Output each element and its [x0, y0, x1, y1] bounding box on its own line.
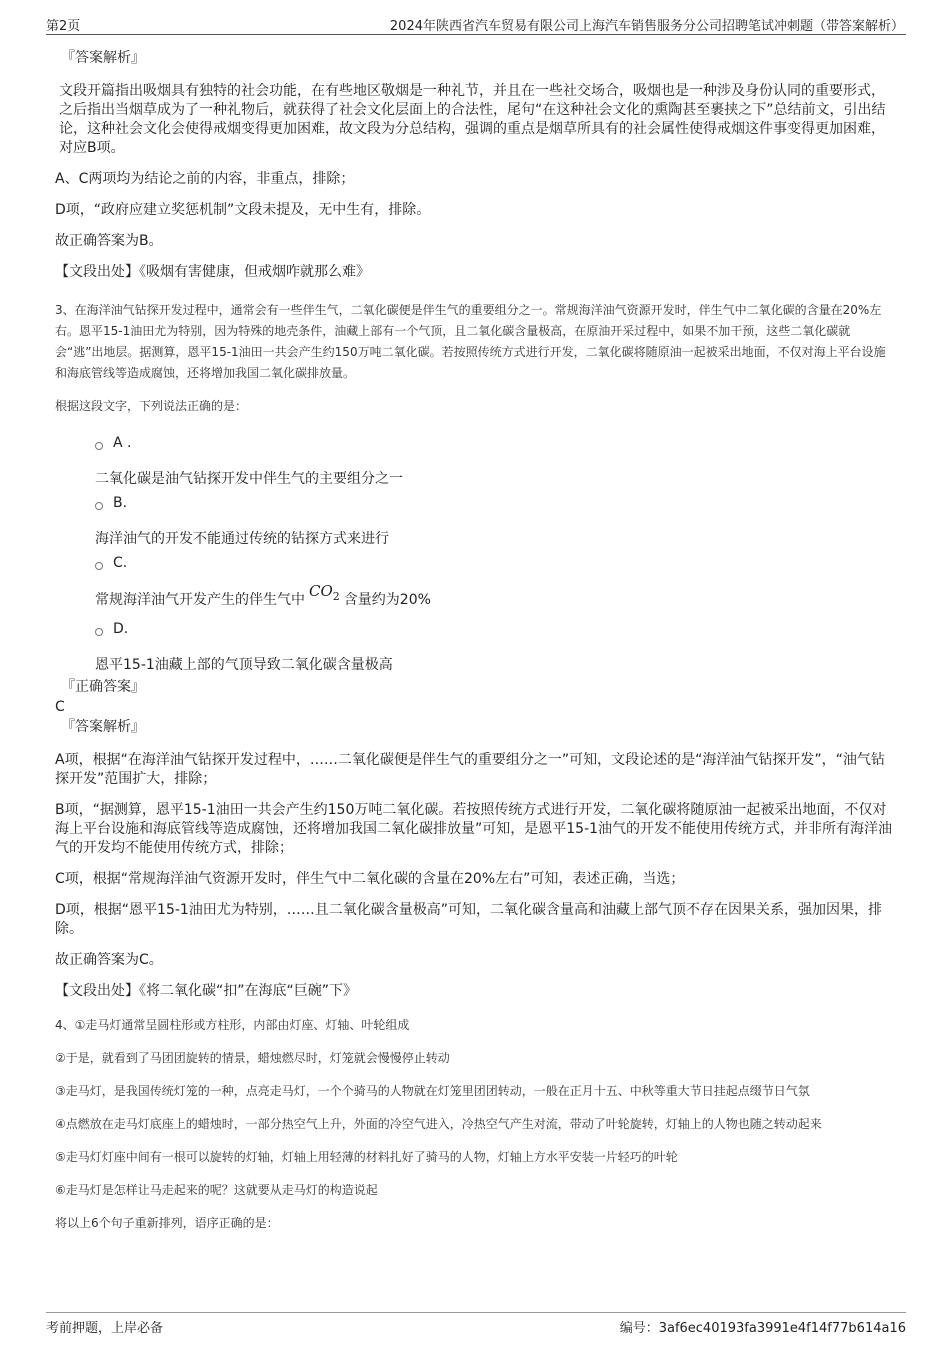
- q2-analysis-d: D项，“政府应建立奖惩机制”文段未提及，无中生有，排除。: [55, 202, 431, 218]
- co2-formula: $CO_2$: [309, 582, 340, 603]
- main-content: [55, 40, 895, 1234]
- page-number: 第2页: [46, 19, 81, 34]
- q4-sentence-6: ⑥走马灯是怎样让马走起来的呢？这就要从走马灯的构造说起: [55, 1183, 378, 1197]
- q4-prompt: 将以上6个句子重新排列，语序正确的是：: [55, 1216, 279, 1230]
- q3-option-b-text: 海洋油气的开发不能通过传统的钻探方式来进行: [95, 531, 389, 547]
- q4-sentence-2: ②于是，就看到了马团团旋转的情景，蜡烛燃尽时，灯笼就会慢慢停止转动: [55, 1051, 450, 1065]
- radio-icon[interactable]: [95, 628, 103, 636]
- q2-analysis-label: 『答案解析』: [61, 50, 145, 66]
- option-label: C.: [113, 555, 128, 571]
- q3-source: 【文段出处】《将二氧化碳“扣”在海底“巨碗”下》: [55, 983, 358, 999]
- q3-analysis-label: 『答案解析』: [61, 719, 145, 735]
- q4-sentence-3: ③走马灯，是我国传统灯笼的一种，点亮走马灯，一个个骑马的人物就在灯笼里团团转动，一般在正月十五、中秋等重大节日挂起点缀节日气氛: [55, 1084, 810, 1098]
- q3-analysis-b: B项，“据测算，恩平15-1油田一共会产生约150万吨二氧化碳。若按照传统方式进行开发，二氧化碳将随原油一起被采出地面，不仅对海上平台设施和海底管线等造成腐蚀，还将增加我国二氧化碳排放量”可知，是恩平15-1油气的开发不能使用传统方式，并非所有海洋油气的开发均不能使用传统方式，排除；: [55, 802, 893, 856]
- q2-analysis-paragraph: 文段开篇指出吸烟具有独特的社会功能，在有些地区敬烟是一种礼节，并且在一些社交场合，吸烟也是一种涉及身份认同的重要形式，之后指出当烟草成为了一种礼物后，就获得了社会文化层面上的合法性，尾句“在这种社会文化的熏陶甚至裹挟之下”总结前文，引出结论，这种社会文化会使得戒烟变得更加困难，故文段为分总结构，强调的重点是烟草所具有的社会属性使得戒烟这件事变得更加困难，对应B项。: [59, 83, 886, 156]
- document-title: 2024年陕西省汽车贸易有限公司上海汽车销售服务分公司招聘笔试冲刺题（带答案解析）: [389, 19, 904, 34]
- q3-conclusion: 故正确答案为C。: [55, 952, 163, 968]
- q3-analysis-d: D项，根据“恩平15-1油田尤为特别，……且二氧化碳含量极高”可知，二氧化碳含量高和油藏上部气顶不存在因果关系，强加因果，排除。: [55, 902, 883, 937]
- radio-icon[interactable]: [95, 442, 103, 450]
- q3-option-d[interactable]: [95, 619, 895, 639]
- option-c-text-before: 常规海洋油气开发产生的伴生气中: [95, 592, 305, 608]
- q2-analysis-ac: A、C两项均为结论之前的内容，非重点，排除；: [55, 171, 355, 187]
- radio-icon[interactable]: [95, 562, 103, 570]
- q2-conclusion: 故正确答案为B。: [55, 233, 163, 249]
- q2-source: 【文段出处】《吸烟有害健康，但戒烟咋就那么难》: [55, 264, 370, 280]
- option-c-text-after: 含量约为20%: [343, 592, 431, 608]
- q3-answer-label: 『正确答案』: [61, 679, 145, 695]
- document-serial: 编号：3af6ec40193fa3991e4f14f77b614a16: [619, 1321, 906, 1336]
- q3-analysis-c: C项，根据“常规海洋油气资源开发时，伴生气中二氧化碳的含量在20%左右”可知，表述正确，当选；: [55, 871, 685, 887]
- option-label: D.: [113, 621, 129, 637]
- q3-option-c[interactable]: [95, 553, 895, 573]
- q3-option-a[interactable]: [95, 433, 895, 453]
- q3-analysis-a: A项，根据“在海洋油气钻探开发过程中，……二氧化碳便是伴生气的重要组分之一”可知，文段论述的是“海洋油气钻探开发”，“油气钻探开发”范围扩大，排除；: [55, 752, 885, 787]
- q3-option-d-text: 恩平15-1油藏上部的气顶导致二氧化碳含量极高: [95, 657, 393, 673]
- q4-sentence-1: 4、①走马灯通常呈圆柱形或方柱形，内部由灯座、灯轴、叶轮组成: [55, 1018, 410, 1032]
- q3-stem: 3、在海洋油气钻探开发过程中，通常会有一些伴生气，二氧化碳便是伴生气的重要组分之一。常规海洋油气资源开发时，伴生气中二氧化碳的含量在20%左右。恩平15-1油田尤为特别，因为特殊的地壳条件，油藏上部有一个气顶，且二氧化碳含量极高，在原油开采过程中，如果不加干预，这些二氧化碳就会“逃”出地层。据测算，恩平15-1油田一共会产生约150万吨二氧化碳。若按照传统方式进行开发，二氧化碳将随原油一起被采出地面，不仅对海上平台设施和海底管线等造成腐蚀，还将增加我国二氧化碳排放量。: [55, 303, 886, 380]
- q3-option-a-text: 二氧化碳是油气钻探开发中伴生气的主要组分之一: [95, 471, 403, 487]
- option-label: B.: [113, 495, 128, 511]
- q3-option-c-text: [95, 582, 895, 615]
- q3-option-b[interactable]: [95, 493, 895, 513]
- page-footer: [46, 1312, 906, 1337]
- radio-icon[interactable]: [95, 502, 103, 510]
- q3-prompt: 根据这段文字，下列说法正确的是：: [55, 399, 248, 413]
- q4-sentence-5: ⑤走马灯灯座中间有一根可以旋转的灯轴，灯轴上用轻薄的材料扎好了骑马的人物，灯轴上方水平安装一片轻巧的叶轮: [55, 1150, 678, 1164]
- option-label: A .: [113, 435, 132, 451]
- q4-sentence-4: ④点燃放在走马灯底座上的蜡烛时，一部分热空气上升，外面的冷空气进入，冷热空气产生对流，带动了叶轮旋转，灯轴上的人物也随之转动起来: [55, 1117, 822, 1131]
- q3-answer: C: [55, 699, 65, 715]
- footer-slogan: 考前押题，上岸必备: [46, 1321, 164, 1336]
- page-header: [46, 14, 906, 35]
